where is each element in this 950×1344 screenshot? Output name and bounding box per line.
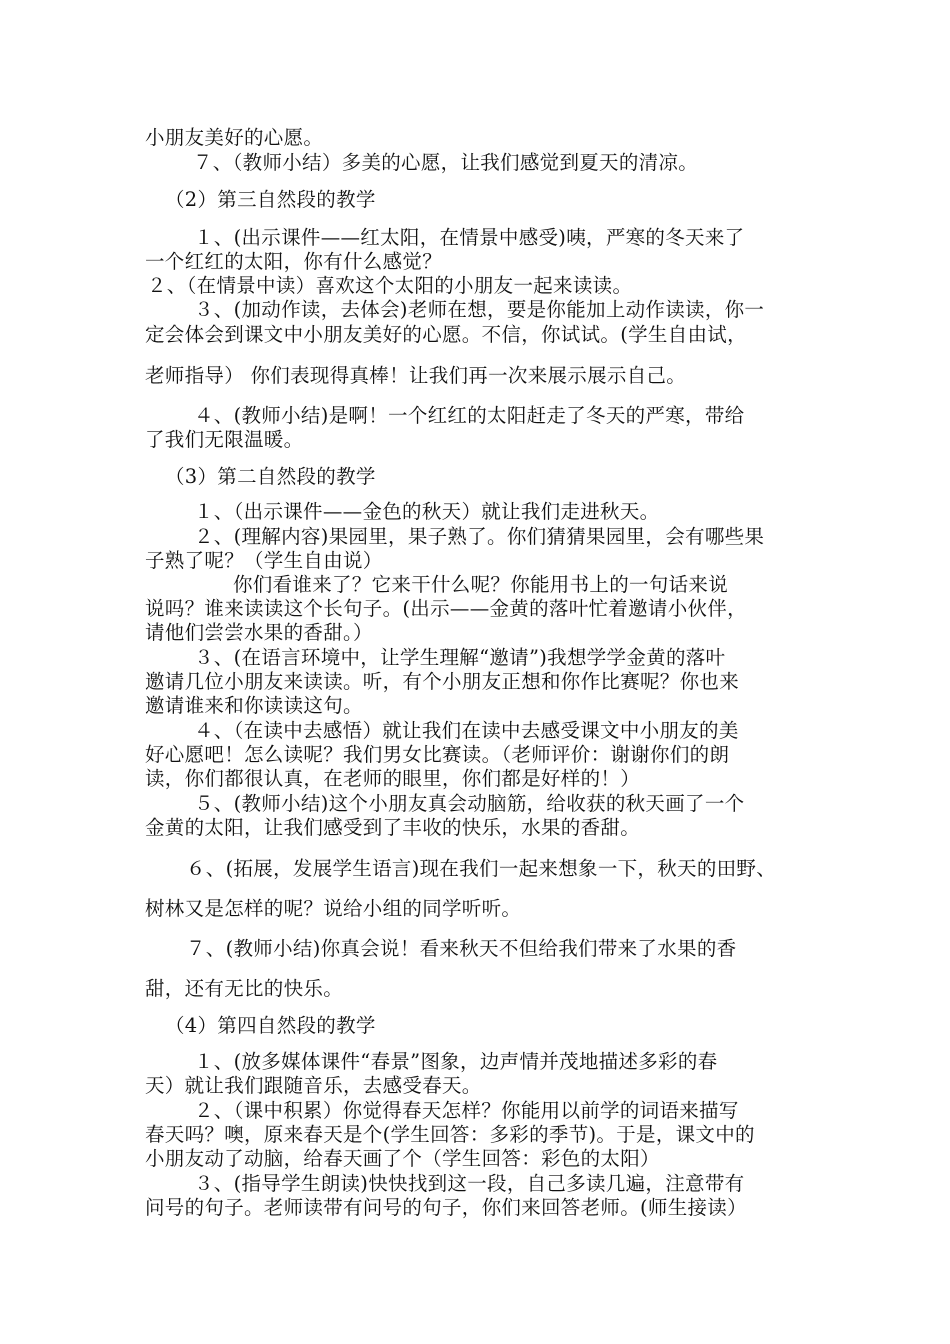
text-line: 好心愿吧！怎么读呢？我们男女比赛读。（老师评价：谢谢你们的朗	[145, 743, 730, 766]
text-line: ６、(拓展，发展学生语言)现在我们一起来想象一下，秋天的田野、	[186, 857, 777, 880]
text-line: 请他们尝尝水果的香甜。）	[145, 621, 373, 644]
text-line: １、（出示课件——金色的秋天）就让我们走进秋天。	[194, 500, 660, 523]
text-line: 邀请谁来和你读读这句。	[145, 694, 363, 717]
text-line: 子熟了呢？（学生自由说）	[145, 549, 383, 572]
section-heading: （4）第四自然段的教学	[165, 1014, 376, 1037]
section-heading: （2）第三自然段的教学	[165, 188, 376, 211]
text-line: １、(出示课件——红太阳，在情景中感受)咦，严寒的冬天来了	[194, 226, 745, 249]
text-line: 小朋友美好的心愿。	[145, 126, 324, 149]
text-line: ７、（教师小结）多美的心愿，让我们感觉到夏天的清凉。	[193, 151, 699, 174]
text-line: ２、（在情景中读）喜欢这个太阳的小朋友一起来读读。	[147, 274, 633, 297]
text-line: 小朋友动了动脑，给春天画了个（学生回答：彩色的太阳）	[145, 1147, 660, 1170]
text-line: 甜，还有无比的快乐。	[145, 977, 344, 1000]
text-line: 邀请几位小朋友来读读。听，有个小朋友正想和你作比赛呢？你也来	[145, 670, 740, 693]
text-line: 你们看谁来了？它来干什么呢？你能用书上的一句话来说	[233, 573, 729, 596]
text-line: 金黄的太阳，让我们感受到了丰收的快乐，水果的香甜。	[145, 816, 641, 839]
text-line: ３、(指导学生朗读)快快找到这一段，自己多读几遍，注意带有	[194, 1172, 745, 1195]
text-line: 了我们无限温暖。	[145, 428, 304, 451]
text-line: 树林又是怎样的呢？说给小组的同学听听。	[145, 897, 522, 920]
text-line: １、(放多媒体课件“春景”图象，边声情并茂地描述多彩的春	[194, 1050, 718, 1073]
text-line: 老师指导） 你们表现得真棒！让我们再一次来展示展示自己。	[145, 364, 687, 387]
text-line: ２、(理解内容)果园里，果子熟了。你们猜猜果园里，会有哪些果	[194, 525, 765, 548]
text-line: ４、（在读中去感悟）就让我们在读中去感受课文中小朋友的美	[194, 719, 739, 742]
text-line: ４、(教师小结)是啊！一个红红的太阳赶走了冬天的严寒，带给	[194, 404, 745, 427]
text-line: ５、(教师小结)这个小朋友真会动脑筋，给收获的秋天画了一个	[194, 792, 745, 815]
text-line: 春天吗？噢，原来春天是个(学生回答：多彩的季节)。于是，课文中的	[145, 1123, 755, 1146]
text-line: ３、(在语言环境中，让学生理解“邀请”)我想学学金黄的落叶	[194, 646, 726, 669]
section-heading: （3）第二自然段的教学	[165, 465, 376, 488]
text-line: 定会体会到课文中小朋友美好的心愿。不信，你试试。(学生自由试，	[145, 323, 747, 346]
text-line: ３、(加动作读，去体会)老师在想，要是你能加上动作读读，你一	[194, 298, 765, 321]
text-line: ２、（课中积累）你觉得春天怎样？你能用以前学的词语来描写	[194, 1099, 739, 1122]
text-line: 问号的句子。老师读带有问号的句子，你们来回答老师。(师生接读）	[145, 1196, 747, 1219]
text-line: 读，你们都很认真，在老师的眼里，你们都是好样的！）	[145, 767, 641, 790]
text-line: 一个红红的太阳，你有什么感觉？	[145, 250, 443, 273]
text-line: 天）就让我们跟随音乐，去感受春天。	[145, 1074, 482, 1097]
text-line: ７、(教师小结)你真会说！看来秋天不但给我们带来了水果的香	[186, 937, 737, 960]
text-line: 说吗？谁来读读这个长句子。(出示——金黄的落叶忙着邀请小伙伴，	[145, 597, 747, 620]
